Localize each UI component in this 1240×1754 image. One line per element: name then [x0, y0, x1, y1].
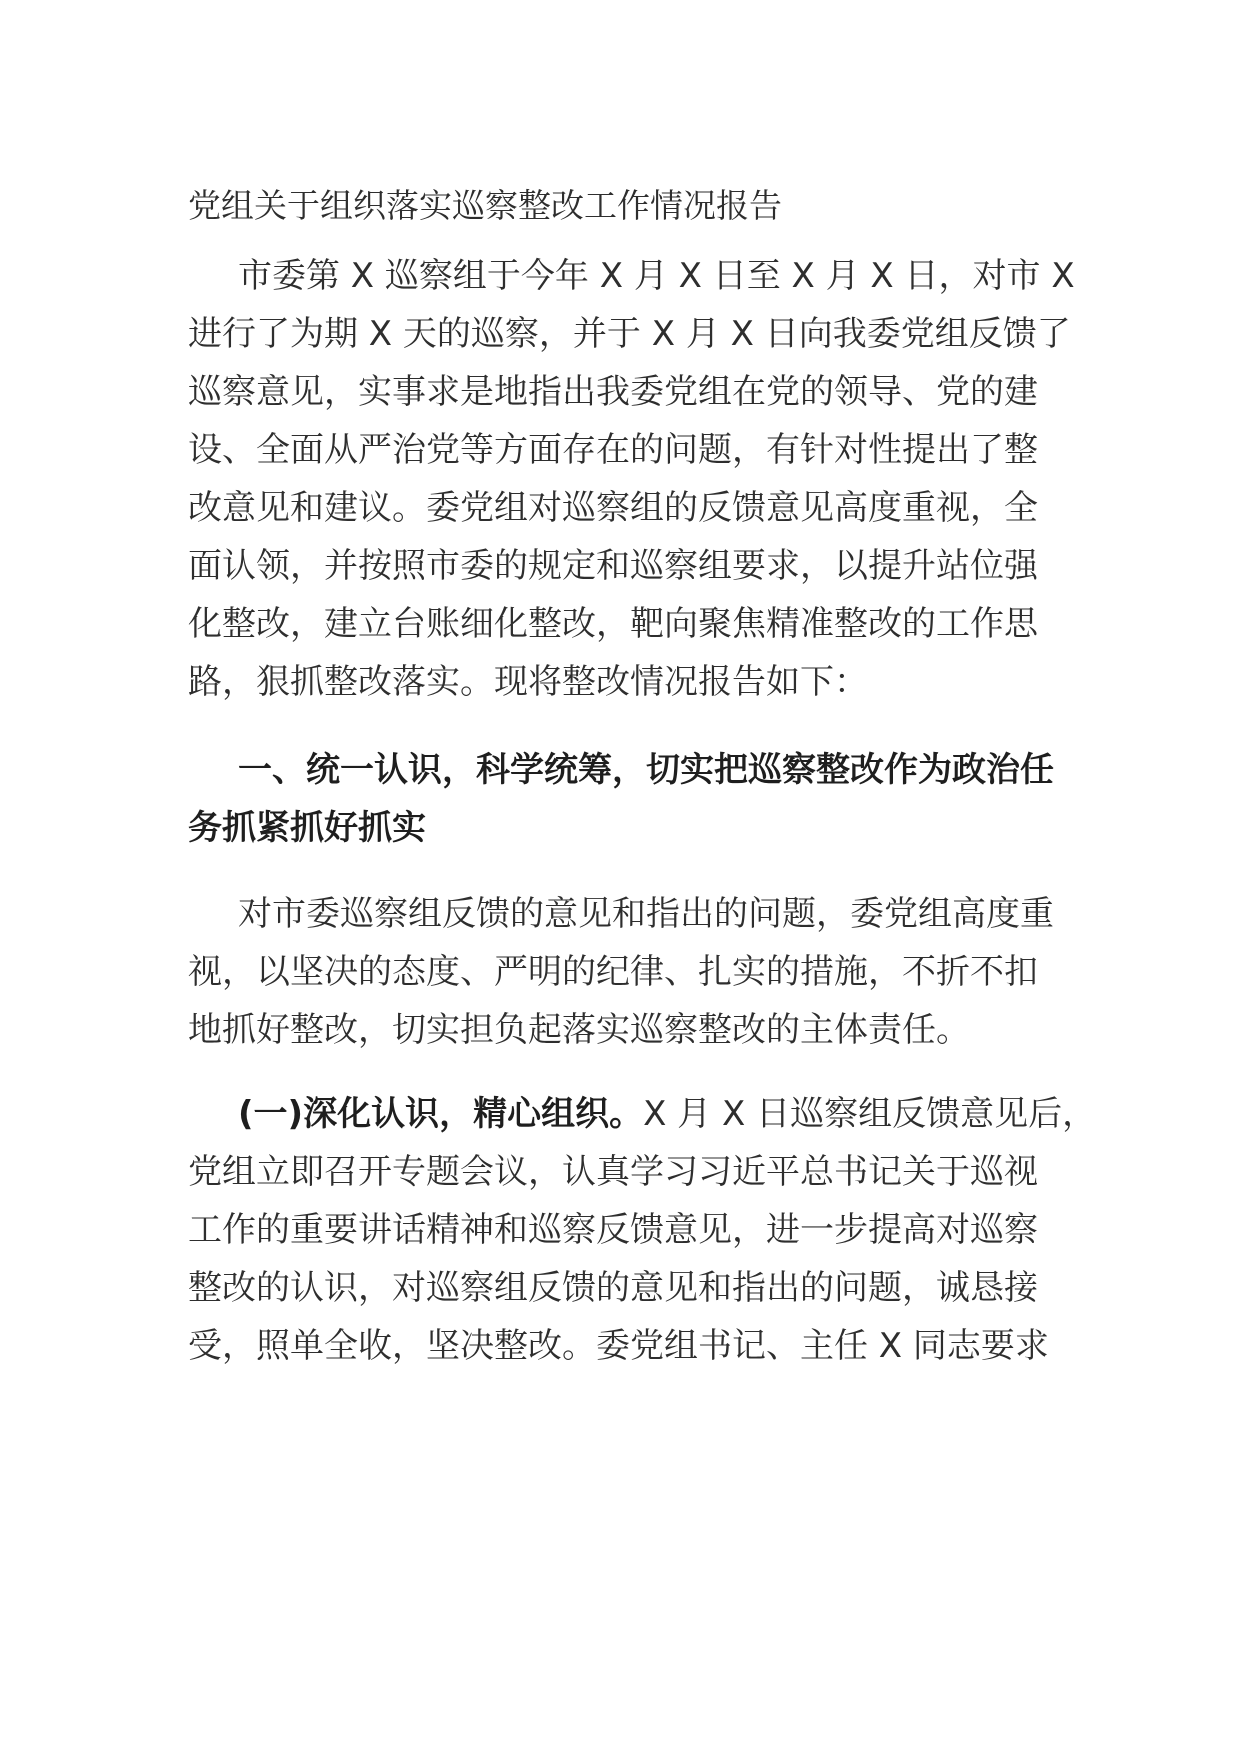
subsection-first-line-rest: X 月 X 日巡察组反馈意见后，: [643, 1094, 1097, 1134]
section-heading-line: 一、统一认识，科学统筹，切实把巡察整改作为政治任: [238, 750, 1054, 790]
subsection-line: 受，照单全收，坚决整改。委党组书记、主任 X 同志要求: [188, 1326, 1049, 1366]
intro-line: 市委第 X 巡察组于今年 X 月 X 日至 X 月 X 日，对市 X: [238, 256, 1075, 296]
subsection-lead: (一)深化认识，精心组织。: [238, 1094, 644, 1134]
intro-line: 面认领，并按照市委的规定和巡察组要求，以提升站位强: [188, 546, 1038, 586]
subsection-line: 工作的重要讲话精神和巡察反馈意见，进一步提高对巡察: [188, 1210, 1038, 1250]
intro-line: 巡察意见，实事求是地指出我委党组在党的领导、党的建: [188, 372, 1038, 412]
subsection-first-line: [238, 1092, 1096, 1136]
section-heading-line: 务抓紧抓好抓实: [188, 808, 426, 848]
intro-line: 设、全面从严治党等方面存在的问题，有针对性提出了整: [188, 430, 1038, 470]
intro-line: 进行了为期 X 天的巡察，并于 X 月 X 日向我委党组反馈了: [188, 314, 1071, 354]
subsection-line: 整改的认识，对巡察组反馈的意见和指出的问题，诚恳接: [188, 1268, 1038, 1308]
section-paragraph-line: 视，以坚决的态度、严明的纪律、扎实的措施，不折不扣: [188, 952, 1038, 992]
section-paragraph-line: 地抓好整改，切实担负起落实巡察整改的主体责任。: [188, 1010, 970, 1050]
intro-line: 化整改，建立台账细化整改，靶向聚焦精准整改的工作思: [188, 604, 1038, 644]
intro-line: 改意见和建议。委党组对巡察组的反馈意见高度重视，全: [188, 488, 1038, 528]
section-paragraph-line: 对市委巡察组反馈的意见和指出的问题，委党组高度重: [238, 894, 1054, 934]
intro-line: 路，狠抓整改落实。现将整改情况报告如下：: [188, 662, 868, 702]
subsection-line: 党组立即召开专题会议，认真学习习近平总书记关于巡视: [188, 1152, 1038, 1192]
document-title: 党组关于组织落实巡察整改工作情况报告: [188, 186, 782, 225]
